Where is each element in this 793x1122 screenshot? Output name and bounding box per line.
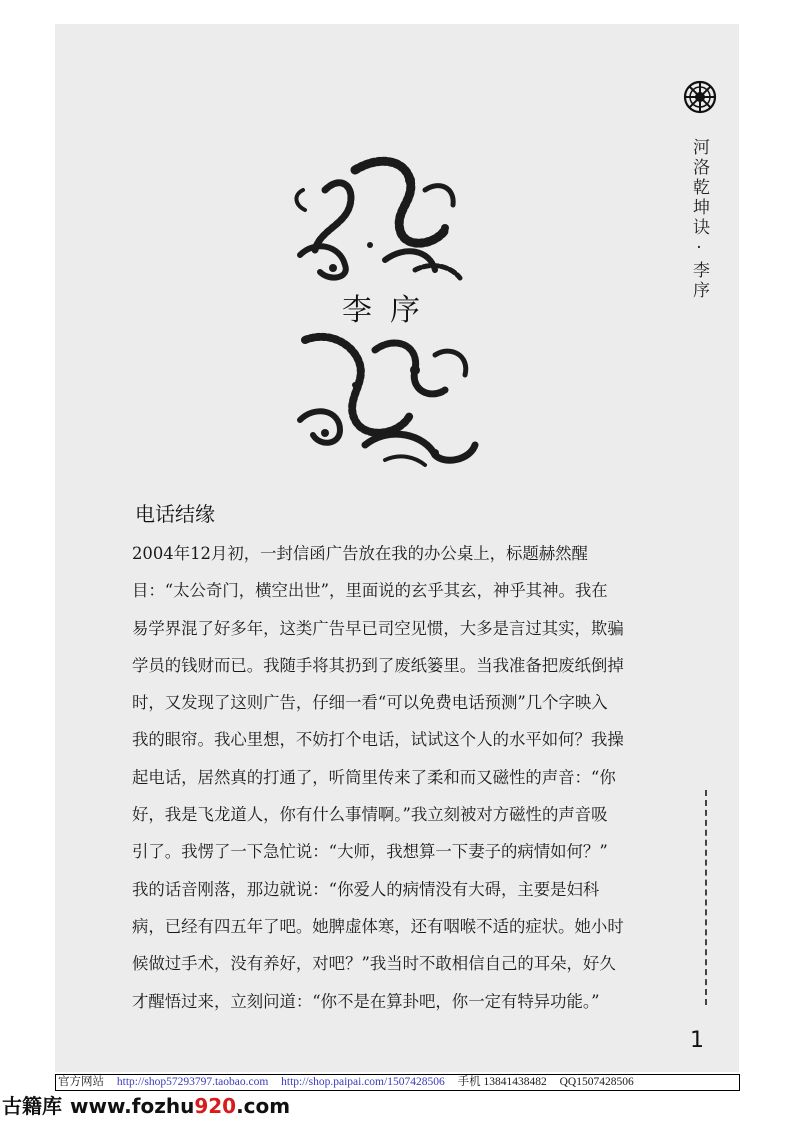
body-line: 好，我是飞龙道人，你有什么事情啊。”我立刻被对方磁性的声音吸 xyxy=(132,805,608,825)
dharma-wheel-icon xyxy=(683,80,717,114)
body-line: 病，已经有四五年了吧。她脾虚体寒，还有咽喉不适的症状。她小时 xyxy=(132,916,624,936)
official-site-label: 官方网站 xyxy=(58,1076,104,1088)
body-line: 引了。我愣了一下急忙说：“大师，我想算一下妻子的病情如何？” xyxy=(132,842,608,862)
body-line: 目：“太公奇门，横空出世”，里面说的玄乎其玄，神乎其神。我在 xyxy=(132,581,608,601)
footer-bar xyxy=(55,1074,740,1091)
body-line: 时，又发现了这则广告，仔细一看“可以免费电话预测”几个字映入 xyxy=(132,693,608,713)
paipai-link[interactable]: http://shop.paipai.com/1507428506 xyxy=(281,1076,445,1088)
margin-dashed-rule xyxy=(705,790,707,1005)
phone-number: 手机 13841438482 xyxy=(457,1076,547,1088)
dragon-ornament-top xyxy=(285,150,470,285)
watermark-url-number: 920 xyxy=(194,1094,237,1118)
running-title: 河洛乾坤诀·李序 xyxy=(689,138,709,301)
watermark xyxy=(2,1090,290,1119)
qq-number: QQ1507428506 xyxy=(559,1076,634,1088)
body-line: 起电话，居然真的打通了，听筒里传来了柔和而又磁性的声音：“你 xyxy=(132,767,616,787)
dragon-ornament-bottom xyxy=(285,325,485,470)
body-line: 2004年12月初，一封信函广告放在我的办公桌上，标题赫然醒 xyxy=(132,544,588,563)
body-line: 候做过手术，没有养好，对吧？”我当时不敢相信自己的耳朵，好久 xyxy=(132,954,616,974)
body-line: 我的话音刚落，那边就说：“你爱人的病情没有大碍，主要是妇科 xyxy=(132,879,600,899)
watermark-name: 古籍库 xyxy=(2,1094,62,1118)
taobao-link[interactable]: http://shop57293797.taobao.com xyxy=(116,1076,269,1088)
body-line: 才醒悟过来，立刻问道：“你不是在算卦吧，你一定有特异功能。” xyxy=(132,991,600,1011)
chapter-title: 李序 xyxy=(342,293,438,328)
body-line: 我的眼帘。我心里想，不妨打个电话，试试这个人的水平如何？我操 xyxy=(132,730,624,750)
page-number: 1 xyxy=(690,1028,704,1053)
section-heading: 电话结缘 xyxy=(135,502,215,526)
body-line: 学员的钱财而已。我随手将其扔到了废纸篓里。当我准备把废纸倒掉 xyxy=(132,655,624,675)
watermark-url-suffix: .com xyxy=(236,1094,291,1118)
body-text xyxy=(132,535,667,1020)
body-line: 易学界混了好多年，这类广告早已司空见惯，大多是言过其实，欺骗 xyxy=(132,618,624,638)
watermark-url-prefix: www.fozhu xyxy=(70,1094,195,1118)
